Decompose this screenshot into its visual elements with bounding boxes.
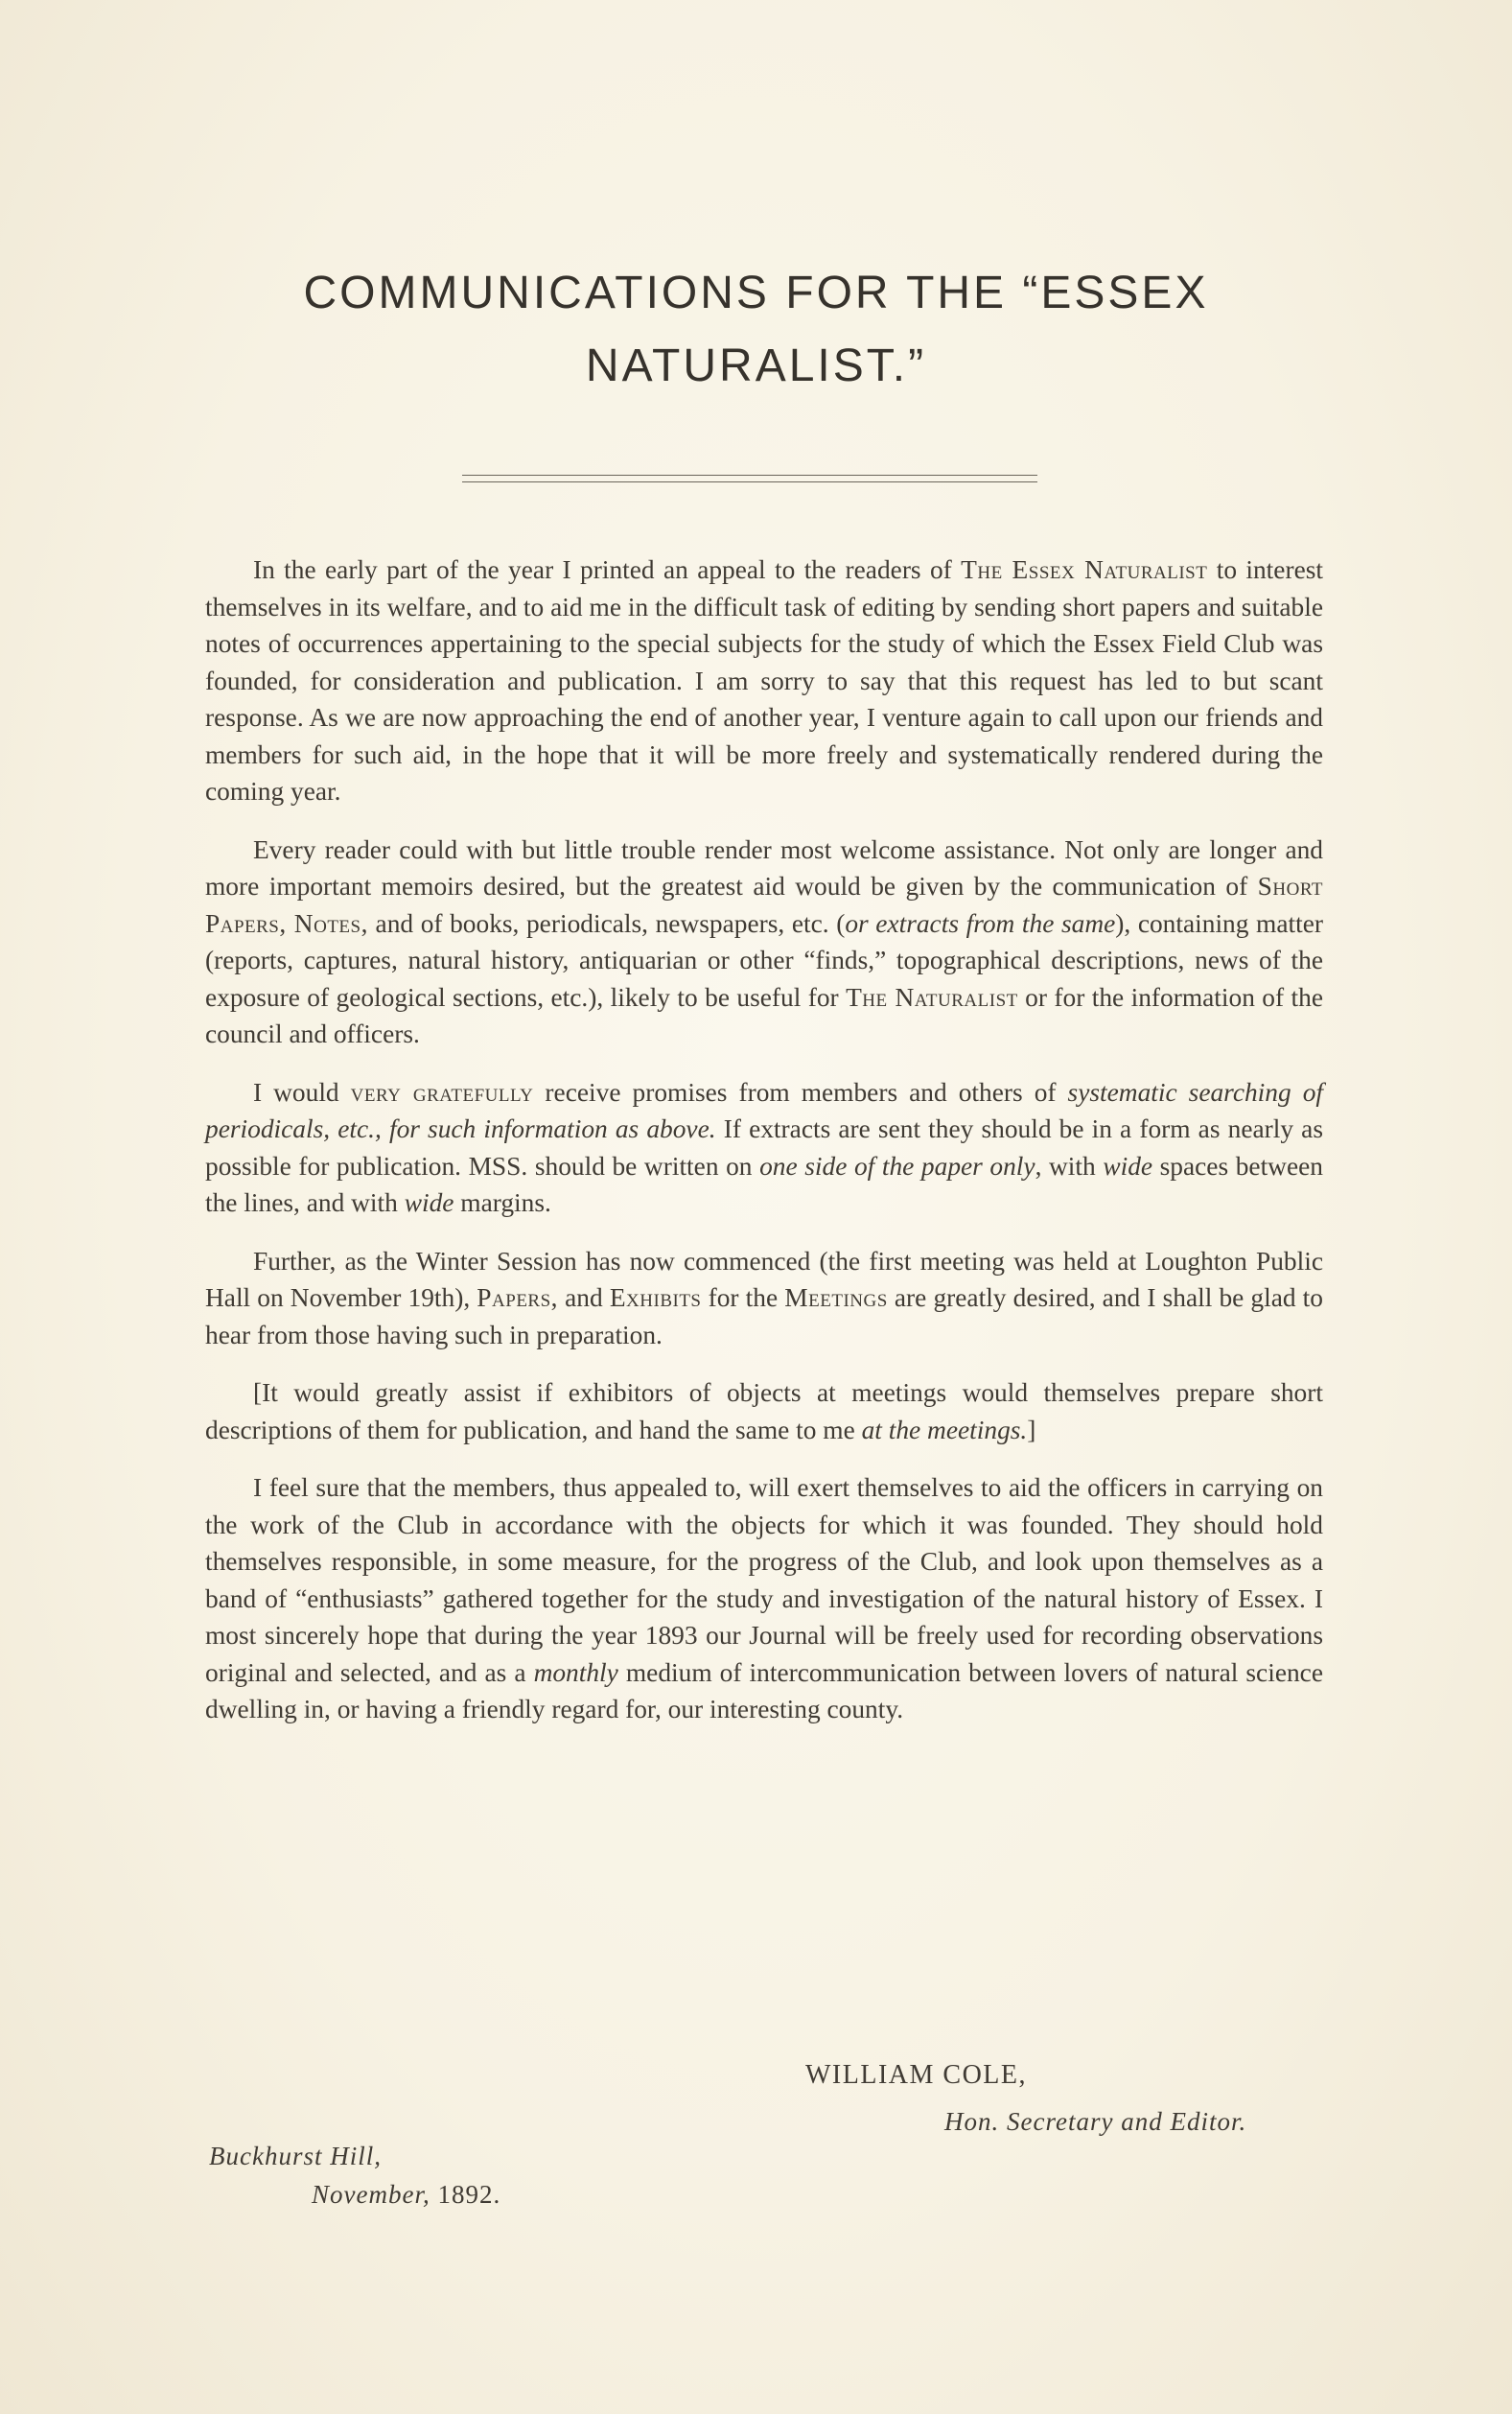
title-line-1: COMMUNICATIONS FOR THE “ESSEX [303, 268, 1209, 318]
title-line-2: NATURALIST.” [585, 340, 927, 391]
paragraph-4: Further, as the Winter Session has now commenced (the first meeting was held at Loughton Public Hall on November 19th), Papers, and Exhibits for the Meetings are greatly desired, and I shall be glad to hear from those having such in preparation. [205, 1246, 1323, 1349]
paragraph-2: Every reader could with but little trouble render most welcome assistance. Not only are longer and more important memoirs desired, but the greatest aid would be given by the communication of Short Papers, Notes, and of books, periodicals, newspapers, etc. (or extracts from the same), containing matter (reports, captures, natural history, antiquarian or other “finds,” topographical descriptions, news of the exposure of geological sections, etc.), likely to be useful for The Naturalist or for the information of the council and officers. [205, 834, 1324, 1048]
paragraph-5: [It would greatly assist if exhibitors of objects at meetings would themselves prepare short descriptions of them for publication, and hand the same to me at the meetings.] [205, 1378, 1323, 1444]
paragraph-6: I feel sure that the members, thus appealed to, will exert themselves to aid the officers in carrying on the work of the Club in accordance with the objects for which it was founded. They should hold themselves responsible, in some measure, for the progress of the Club, and look upon themselves as a band of “enthusiasts” gathered together for the study and investigation of the natural history of Essex. I most sincerely hope that during the year 1893 our Journal will be freely used for recording observations original and selected, and as a monthly medium of intercommunication between lovers of natural science dwelling in, or having a friendly regard for, our interesting county. [205, 1473, 1323, 1723]
document-title [144, 257, 1368, 403]
body-text [205, 551, 1323, 1749]
dateline-date: November, 1892. [312, 2180, 501, 2209]
paragraph-1: In the early part of the year I printed an appeal to the readers of The Essex Naturalist to interest themselves in its welfare, and to aid me in the difficult task of editing by sending short papers and suitable notes of occurrences appertaining to the special subjects for the study of which the Essex Field Club was founded, for consideration and publication. I am sorry to say that this request has led to but scant response. As we are now approaching the end of another year, I venture again to call upon our friends and members for such aid, in the hope that it will be more freely and systematically rendered during the coming year. [205, 555, 1323, 806]
paragraph-3: I would very gratefully receive promises from members and others of systematic searching of periodicals, etc., for such information as above. If extracts are sent they should be in a form as nearly as possible for publication. MSS. should be written on one side of the paper only, with wide spaces between the lines, and with wide margins. [205, 1077, 1324, 1217]
title-divider [462, 475, 1037, 484]
signature-title: Hon. Secretary and Editor. [944, 2107, 1247, 2136]
dateline-place: Buckhurst Hill, [209, 2142, 382, 2170]
signature-name: WILLIAM COLE, [805, 2060, 1028, 2090]
